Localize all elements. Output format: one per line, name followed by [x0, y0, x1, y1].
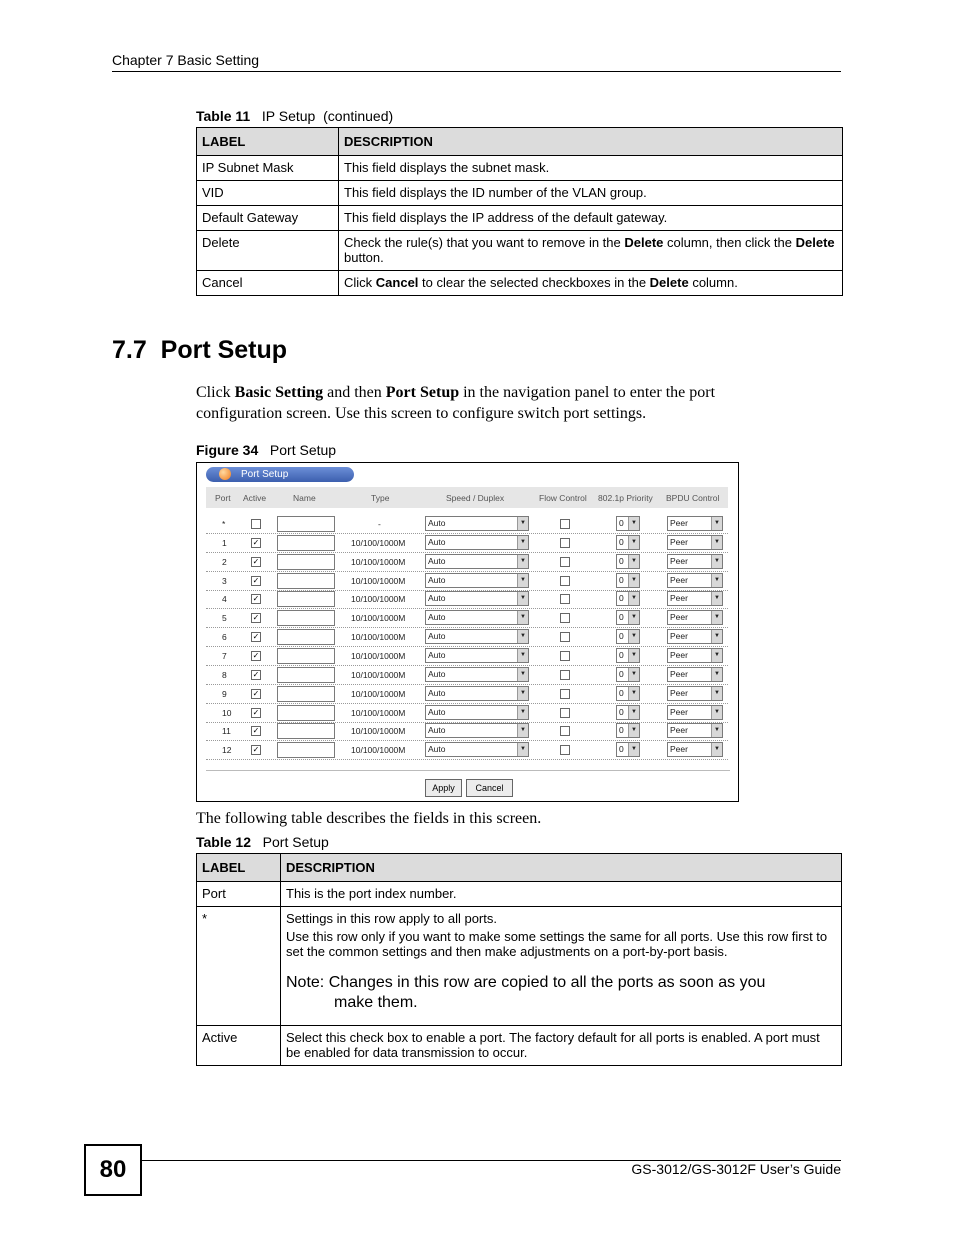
priority-select[interactable]: 0 ▼	[616, 573, 640, 588]
row-label: IP Subnet Mask	[197, 156, 339, 181]
col-speed-duplex: Speed / Duplex	[446, 493, 505, 503]
row-label: Port	[197, 882, 281, 907]
bpdu-control-select[interactable]: Peer ▼	[667, 705, 723, 720]
active-checkbox[interactable]: ✓	[252, 575, 260, 585]
active-checkbox[interactable]: ✓	[252, 594, 260, 604]
priority-select[interactable]: 0 ▼	[616, 516, 640, 531]
port-number: 4	[222, 594, 227, 605]
bpdu-control-select[interactable]: Peer ▼	[667, 686, 723, 701]
port-number: 3	[222, 575, 227, 586]
speed-duplex-select[interactable]: Auto ▼	[425, 573, 529, 588]
port-type: 10/100/1000M	[351, 537, 406, 548]
active-checkbox[interactable]: ✓	[252, 726, 260, 736]
row-description: Click Cancel to clear the selected checkboxes in the Delete column.	[339, 271, 843, 296]
chevron-down-icon: ▼	[711, 668, 722, 681]
chevron-down-icon: ▼	[628, 649, 639, 662]
bpdu-control-select[interactable]: Peer ▼	[667, 591, 723, 606]
table12-caption-label: Table 12	[196, 834, 251, 850]
star-note: Note: Changes in this row are copied to all the ports as soon as you make them.	[286, 974, 766, 1011]
chevron-down-icon: ▼	[517, 592, 528, 605]
flow-control-checkbox[interactable]	[560, 726, 570, 736]
chevron-down-icon: ▼	[711, 517, 722, 530]
port-row	[206, 704, 728, 723]
table-row	[197, 907, 842, 1026]
priority-select[interactable]: 0 ▼	[616, 686, 640, 701]
name-input[interactable]	[277, 723, 335, 739]
speed-duplex-select[interactable]: Auto ▼	[425, 610, 529, 625]
chevron-down-icon: ▼	[628, 555, 639, 568]
flow-control-checkbox[interactable]	[560, 670, 570, 680]
row-label: Cancel	[197, 271, 339, 296]
section-title: 7.7 Port Setup	[112, 336, 288, 364]
following-table-text: The following table describes the fields in this screen.	[196, 810, 542, 827]
active-checkbox[interactable]: ✓	[252, 707, 260, 717]
speed-duplex-select[interactable]: Auto ▼	[425, 591, 529, 606]
chevron-down-icon: ▼	[517, 517, 528, 530]
name-input[interactable]	[277, 629, 335, 645]
table11-caption	[196, 108, 393, 124]
row-label: Default Gateway	[197, 206, 339, 231]
port-type: 10/100/1000M	[351, 745, 406, 756]
port-row	[206, 685, 728, 704]
chevron-down-icon: ▼	[711, 687, 722, 700]
chevron-down-icon: ▼	[711, 649, 722, 662]
port-row	[206, 553, 728, 572]
port-row	[206, 666, 728, 685]
table-row	[197, 231, 843, 271]
port-row	[206, 515, 728, 534]
flow-control-checkbox[interactable]	[560, 519, 570, 529]
port-number: *	[222, 519, 226, 529]
chevron-down-icon: ▼	[711, 630, 722, 643]
orange-bullet-icon	[219, 468, 231, 480]
col-bpdu-control: BPDU Control	[666, 493, 720, 503]
port-row	[206, 647, 728, 666]
name-input[interactable]	[277, 516, 335, 532]
active-checkbox[interactable]: ✓	[252, 688, 260, 698]
port-number: 2	[222, 556, 227, 567]
chevron-down-icon: ▼	[517, 630, 528, 643]
active-checkbox[interactable]: ✓	[252, 613, 260, 623]
row-description: Check the rule(s) that you want to remove in the Delete column, then click the Delete button.	[339, 231, 843, 271]
flow-control-checkbox[interactable]	[560, 576, 570, 586]
speed-duplex-select[interactable]: Auto ▼	[425, 667, 529, 682]
cancel-button[interactable]: Cancel	[466, 779, 513, 797]
chevron-down-icon: ▼	[517, 724, 528, 737]
port-type: -	[378, 519, 381, 529]
chevron-down-icon: ▼	[517, 555, 528, 568]
header-rule	[112, 71, 841, 72]
priority-select[interactable]: 0 ▼	[616, 591, 640, 606]
bpdu-control-select[interactable]: Peer ▼	[667, 610, 723, 625]
row-label: Active	[197, 1026, 281, 1066]
table12-col-description: DESCRIPTION	[281, 854, 842, 882]
port-number: 9	[222, 688, 227, 699]
name-input[interactable]	[277, 742, 335, 758]
page-number: 80	[84, 1144, 142, 1196]
port-row	[206, 722, 728, 741]
priority-select[interactable]: 0 ▼	[616, 554, 640, 569]
name-input[interactable]	[277, 686, 335, 702]
priority-select[interactable]: 0 ▼	[616, 648, 640, 663]
table11	[196, 127, 843, 296]
table12-caption-title: Port Setup	[262, 834, 329, 850]
active-checkbox[interactable]: ✓	[252, 556, 260, 566]
name-input[interactable]	[277, 573, 335, 589]
chevron-down-icon: ▼	[711, 743, 722, 756]
active-checkbox[interactable]: ✓	[252, 745, 260, 755]
flow-control-checkbox[interactable]	[560, 745, 570, 755]
port-type: 10/100/1000M	[351, 594, 406, 605]
col-name: Name	[293, 493, 316, 503]
port-row	[206, 628, 728, 647]
speed-duplex-select[interactable]: Auto ▼	[425, 705, 529, 720]
priority-select[interactable]: 0 ▼	[616, 629, 640, 644]
active-checkbox[interactable]	[251, 519, 261, 529]
name-input[interactable]	[277, 591, 335, 607]
port-number: 12	[222, 745, 232, 756]
row-description: Select this check box to enable a port. The factory default for all ports is enabled. A port must be enabled for data transmission to occur.	[281, 1026, 842, 1066]
apply-button[interactable]: Apply	[425, 779, 462, 797]
flow-control-checkbox[interactable]	[560, 689, 570, 699]
figure34-caption	[196, 442, 336, 458]
chevron-down-icon: ▼	[517, 706, 528, 719]
port-number: 10	[222, 707, 232, 718]
port-row	[206, 572, 728, 591]
port-type: 10/100/1000M	[351, 613, 406, 624]
chevron-down-icon: ▼	[628, 536, 639, 549]
bpdu-control-select[interactable]: Peer ▼	[667, 554, 723, 569]
port-number: 7	[222, 650, 227, 661]
chevron-down-icon: ▼	[711, 611, 722, 624]
bpdu-control-select[interactable]: Peer ▼	[667, 516, 723, 531]
active-checkbox[interactable]: ✓	[252, 669, 260, 679]
row-label: Delete	[197, 231, 339, 271]
bpdu-control-select[interactable]: Peer ▼	[667, 573, 723, 588]
port-table-header	[206, 487, 728, 508]
speed-duplex-select[interactable]: Auto ▼	[425, 723, 529, 738]
flow-control-checkbox[interactable]	[560, 557, 570, 567]
table-row	[197, 156, 843, 181]
port-number: 6	[222, 632, 227, 643]
table11-caption-title: IP Setup (continued)	[261, 108, 394, 124]
active-checkbox[interactable]: ✓	[252, 537, 260, 547]
chevron-down-icon: ▼	[517, 611, 528, 624]
table-row	[197, 206, 843, 231]
col-active: Active	[243, 493, 267, 503]
bpdu-control-select[interactable]: Peer ▼	[667, 535, 723, 550]
chevron-down-icon: ▼	[628, 630, 639, 643]
name-input[interactable]	[277, 535, 335, 551]
name-input[interactable]	[277, 554, 335, 570]
bpdu-control-select[interactable]: Peer ▼	[667, 648, 723, 663]
chevron-down-icon: ▼	[711, 574, 722, 587]
table11-caption-label: Table 11	[196, 108, 251, 124]
port-number: 5	[222, 613, 227, 624]
name-input[interactable]	[277, 667, 335, 683]
port-row	[206, 609, 728, 628]
chevron-down-icon: ▼	[711, 536, 722, 549]
active-checkbox[interactable]: ✓	[252, 632, 260, 642]
table12-caption	[196, 834, 329, 850]
port-type: 10/100/1000M	[351, 650, 406, 661]
guide-title: GS-3012/GS-3012F User’s Guide	[631, 1161, 841, 1177]
chevron-down-icon: ▼	[517, 574, 528, 587]
chevron-down-icon: ▼	[628, 687, 639, 700]
chevron-down-icon: ▼	[711, 706, 722, 719]
bpdu-control-select[interactable]: Peer ▼	[667, 723, 723, 738]
chevron-down-icon: ▼	[517, 536, 528, 549]
port-type: 10/100/1000M	[351, 707, 406, 718]
figure34-caption-label: Figure 34	[196, 442, 259, 458]
table11-col-label: LABEL	[197, 128, 339, 156]
chapter-header: Chapter 7 Basic Setting	[112, 52, 260, 68]
chevron-down-icon: ▼	[628, 517, 639, 530]
port-type: 10/100/1000M	[351, 726, 406, 737]
name-input[interactable]	[277, 648, 335, 664]
table-row	[197, 1026, 842, 1066]
priority-select[interactable]: 0 ▼	[616, 742, 640, 757]
table-row	[197, 882, 842, 907]
col-port: Port	[215, 493, 231, 503]
chevron-down-icon: ▼	[628, 706, 639, 719]
screen-title-bar	[206, 467, 354, 482]
speed-duplex-select[interactable]: Auto ▼	[425, 629, 529, 644]
table-row	[197, 271, 843, 296]
chevron-down-icon: ▼	[628, 668, 639, 681]
name-input[interactable]	[277, 610, 335, 626]
figure34-caption-title: Port Setup	[269, 442, 337, 458]
col-flow-control: Flow Control	[539, 493, 587, 503]
chevron-down-icon: ▼	[628, 743, 639, 756]
port-type: 10/100/1000M	[351, 556, 406, 567]
priority-select[interactable]: 0 ▼	[616, 610, 640, 625]
speed-duplex-select[interactable]: Auto ▼	[425, 742, 529, 757]
table12	[196, 853, 842, 1066]
chevron-down-icon: ▼	[628, 592, 639, 605]
priority-select[interactable]: 0 ▼	[616, 723, 640, 738]
row-description: This field displays the subnet mask.	[339, 156, 843, 181]
chevron-down-icon: ▼	[711, 724, 722, 737]
active-checkbox[interactable]: ✓	[252, 650, 260, 660]
table-row	[197, 181, 843, 206]
row-description: This field displays the IP address of the default gateway.	[339, 206, 843, 231]
port-number: 8	[222, 669, 227, 680]
button-separator	[206, 770, 730, 771]
flow-control-checkbox[interactable]	[560, 632, 570, 642]
bpdu-control-select[interactable]: Peer ▼	[667, 667, 723, 682]
port-type: 10/100/1000M	[351, 575, 406, 586]
port-row	[206, 534, 728, 553]
col-type: Type	[371, 493, 390, 503]
section-intro: Click Basic Setting and then Port Setup in the navigation panel to enter the port configuration screen. Use this screen to configure switch port settings.	[196, 384, 716, 422]
speed-duplex-select[interactable]: Auto ▼	[425, 686, 529, 701]
flow-control-checkbox[interactable]	[560, 708, 570, 718]
bpdu-control-select[interactable]: Peer ▼	[667, 742, 723, 757]
chevron-down-icon: ▼	[628, 574, 639, 587]
chevron-down-icon: ▼	[517, 743, 528, 756]
table11-col-description: DESCRIPTION	[339, 128, 843, 156]
port-number: 11	[222, 726, 231, 737]
flow-control-checkbox[interactable]	[560, 651, 570, 661]
port-row	[206, 590, 728, 609]
chevron-down-icon: ▼	[517, 668, 528, 681]
speed-duplex-select[interactable]: Auto ▼	[425, 648, 529, 663]
speed-duplex-select[interactable]: Auto ▼	[425, 554, 529, 569]
chevron-down-icon: ▼	[517, 687, 528, 700]
star-desc-line2: Use this row only if you want to make some settings the same for all ports. Use this row first to set the common settings and then make adjustments on a port-by-port basis.	[286, 929, 828, 959]
chevron-down-icon: ▼	[628, 611, 639, 624]
chevron-down-icon: ▼	[711, 555, 722, 568]
flow-control-checkbox[interactable]	[560, 538, 570, 548]
port-type: 10/100/1000M	[351, 669, 406, 680]
screen-title: Port Setup	[241, 469, 289, 480]
row-description	[281, 907, 842, 1026]
priority-select[interactable]: 0 ▼	[616, 705, 640, 720]
speed-duplex-select[interactable]: Auto ▼	[425, 516, 529, 531]
star-desc-line1: Settings in this row apply to all ports.	[286, 911, 497, 926]
name-input[interactable]	[277, 705, 335, 721]
chevron-down-icon: ▼	[628, 724, 639, 737]
priority-select[interactable]: 0 ▼	[616, 667, 640, 682]
bpdu-control-select[interactable]: Peer ▼	[667, 629, 723, 644]
chevron-down-icon: ▼	[711, 592, 722, 605]
table12-col-label: LABEL	[197, 854, 281, 882]
port-number: 1	[222, 537, 227, 548]
port-type: 10/100/1000M	[351, 688, 406, 699]
flow-control-checkbox[interactable]	[560, 613, 570, 623]
chevron-down-icon: ▼	[517, 649, 528, 662]
speed-duplex-select[interactable]: Auto ▼	[425, 535, 529, 550]
priority-select[interactable]: 0 ▼	[616, 535, 640, 550]
row-description: This field displays the ID number of the VLAN group.	[339, 181, 843, 206]
port-type: 10/100/1000M	[351, 632, 406, 643]
port-row	[206, 741, 728, 760]
row-label: VID	[197, 181, 339, 206]
col-priority: 802.1p Priority	[598, 493, 653, 503]
row-label: *	[197, 907, 281, 1026]
row-description: This is the port index number.	[281, 882, 842, 907]
flow-control-checkbox[interactable]	[560, 594, 570, 604]
port-setup-screenshot	[196, 462, 739, 802]
